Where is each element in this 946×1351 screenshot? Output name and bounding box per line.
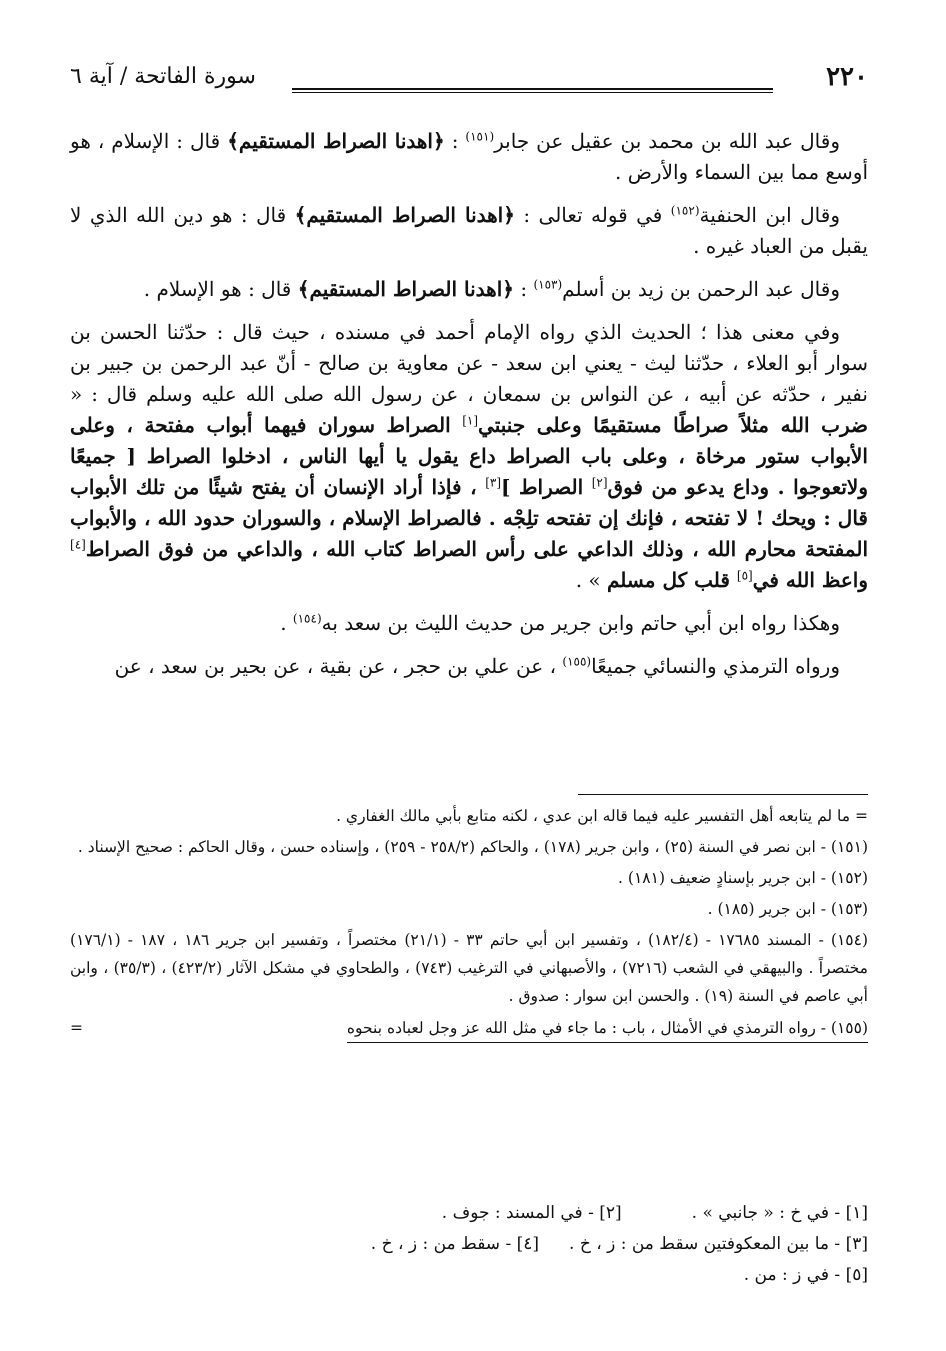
editor-note-4: [٤] - سقط من : ز ، خ . <box>370 1234 540 1254</box>
footnotes <box>70 802 868 1046</box>
hadith-text: الصراط سوران فيهما أبواب مفتحة ، وعلى الأبواب ستور مرخاة ، وعلى باب الصراط داع يقول يا أيها الناس ، ادخلوا الصراط [ جميعًا ولاتعوجوا . وداع يدعو من فوق <box>70 413 868 499</box>
footnote-155 <box>70 1014 868 1043</box>
footnote-152: (١٥٢) - ابن جرير بإسنادٍ ضعيف (١٨١) . <box>618 869 868 887</box>
footnote-ref-151[interactable]: (١٥١) <box>465 129 495 144</box>
editor-note-ref-4[interactable]: [٤] <box>70 537 86 552</box>
page-header <box>70 62 868 102</box>
footnote-151: (١٥١) - ابن نصر في السنة (٢٥) ، وابن جرير (١٧٨) ، والحاكم (٢٥٨/٢ - ٢٥٩) ، وإسناده حسن ، وقال الحاكم : صحيح الإسناد . <box>77 838 868 856</box>
paragraph-jabir: وقال عبد الله بن محمد بن عقيل عن جابر$^{(١٥١)}$ : ﴿اهدنا الصراط المستقيم﴾ قال : الإسلام ، هو أوسع مما بين السماء والأرض . <box>70 129 868 184</box>
hadith-text: الصراط ] <box>501 475 592 499</box>
footnote-154: (١٥٤) - المسند ١٧٦٨٥ - (١٨٢/٤) ، وتفسير ابن أبي حاتم ٣٣ - (٢١/١) مختصراً ، وتفسير ابن جرير ١٨٦ ، ١٨٧ - (١٧٦/١) مختصراً . والبيهقي في الشعب (٧٢١٦) ، والأصبهاني في الترغيب (٧٤٣) ، والطحاوي في مشكل الآثار (٤٢٣/٢) ، (٣٥/٣) ، وابن أبي عاصم في السنة (١٩) . والحسن ابن سوار : صدوق . <box>70 931 869 1005</box>
editor-note-ref-5[interactable]: [٥] <box>736 568 753 583</box>
footnote-ref-153[interactable]: (١٥٣) <box>533 277 563 292</box>
quran-verse: ﴿اهدنا الصراط المستقيم﴾ <box>297 277 514 301</box>
quran-verse: ﴿اهدنا الصراط المستقيم﴾ <box>294 203 515 227</box>
paragraph-hadith: وفي معنى هذا ؛ الحديث الذي رواه الإمام أحمد في مسنده ، حيث قال : حدّثنا الحسن بن سوار أبو العلاء ، حدّثنا ليث - يعني ابن سعد - عن معاوية بن صالح - أنّ عبد الرحمن بن جبير بن نفير ، حدّثه عن أبيه ، عن النواس بن سمعان ، عن رسول الله صلى الله عليه وسلم قال : « ضرب الله مثلاً صراطًا مستقيمًا وعلى جنبتي[١] الصراط سوران فيهما أبواب مفتحة ، وعلى الأبواب ستور مرخاة ، وعلى باب الصراط داع يقول يا أيها الناس ، ادخلوا الصراط [ جميعًا ولاتعوجوا . وداع يدعو من فوق[٢] الصراط ][٣] ، فإذا أراد الإنسان أن يفتح شيئًا من تلك الأبواب قال : ويحك ! لا تفتحه ، فإنك إن تفتحه تلِجْه . فالصراط الإسلام ، والسوران حدود الله ، والأبواب المفتحة محارم الله ، وذلك الداعي على رأس الصراط كتاب الله ، والداعي من فوق الصراط[٤] واعظ الله في[٥] قلب كل مسلم » . <box>70 320 868 592</box>
footnote-ref-155[interactable]: (١٥٥) <box>562 654 592 669</box>
paragraph-ibn-hanafiyya: وقال ابن الحنفية$^{(١٥٢)}$ في قوله تعالى : ﴿اهدنا الصراط المستقيم﴾ قال : هو دين الله الذي لا يقبل من العباد غيره . <box>70 203 868 258</box>
paragraph-tirmidhi: ورواه الترمذي والنسائي جميعًا$^{(١٥٥)}$ ، عن علي بن حجر ، عن بقية ، عن بحير بن سعد ، عن <box>114 654 840 678</box>
continuation-mark: = <box>70 1019 83 1037</box>
footnote-ref-154[interactable]: (١٥٤) <box>292 611 322 626</box>
footnote-ref-152[interactable]: (١٥٢) <box>670 203 700 218</box>
editor-note-ref-3[interactable]: [٣] <box>485 475 502 490</box>
editor-note-2: [٢] - في المسند : جوف . <box>441 1203 622 1223</box>
page-number: ٢٢٠ <box>826 62 868 92</box>
editor-note-1: [١] - في خ : « جانبي » . <box>691 1203 868 1223</box>
paragraph-ibn-abi-hatim: وهكذا رواه ابن أبي حاتم وابن جرير من حديث الليث بن سعد به$^{(١٥٤)}$ . <box>280 611 840 635</box>
quran-verse: ﴿اهدنا الصراط المستقيم﴾ <box>227 129 445 153</box>
header-rule <box>292 88 773 93</box>
running-title: سورة الفاتحة / آية ٦ <box>70 64 256 89</box>
editor-note-5: [٥] - في ز : من . <box>743 1265 868 1285</box>
hadith-text: واعظ الله في <box>752 568 868 592</box>
editor-notes <box>70 1198 868 1291</box>
footnote-155-text: (١٥٥) - رواه الترمذي في الأمثال ، باب : ما جاء في مثل الله عز وجل لعباده بنحوه <box>347 1014 868 1043</box>
footnote-carryover: = ما لم يتابعه أهل التفسير عليه فيما قاله ابن عدي ، لكنه متابع بأبي مالك الغفاري . <box>336 807 868 825</box>
editor-note-3: [٣] - ما بين المعكوفتين سقط من : ز ، خ . <box>569 1234 868 1254</box>
book-page <box>70 62 868 1331</box>
footnote-separator <box>578 794 868 795</box>
hadith-text: ، فإذا أراد الإنسان أن يفتح شيئًا من تلك الأبواب قال : ويحك ! لا تفتحه ، فإنك إن تفتحه تلِجْه . فالصراط الإسلام ، والسوران حدود الله ، والأبواب المفتحة محارم الله ، وذلك الداعي على رأس الصراط كتاب الله ، والداعي من فوق الصراط <box>70 475 868 561</box>
footnote-153: (١٥٣) - ابن جرير (١٨٥) . <box>707 900 868 918</box>
editor-note-ref-2[interactable]: [٢] <box>591 475 608 490</box>
editor-note-ref-1[interactable]: [١] <box>462 413 479 428</box>
paragraph-ibn-aslam: وقال عبد الرحمن بن زيد بن أسلم$^{(١٥٣)}$ : ﴿اهدنا الصراط المستقيم﴾ قال : هو الإسلام . <box>143 277 840 301</box>
main-text <box>70 126 868 694</box>
hadith-text: قلب كل مسلم <box>607 568 737 592</box>
hadith-text: ضرب الله مثلاً صراطًا مستقيمًا وعلى جنبتي <box>478 413 868 437</box>
